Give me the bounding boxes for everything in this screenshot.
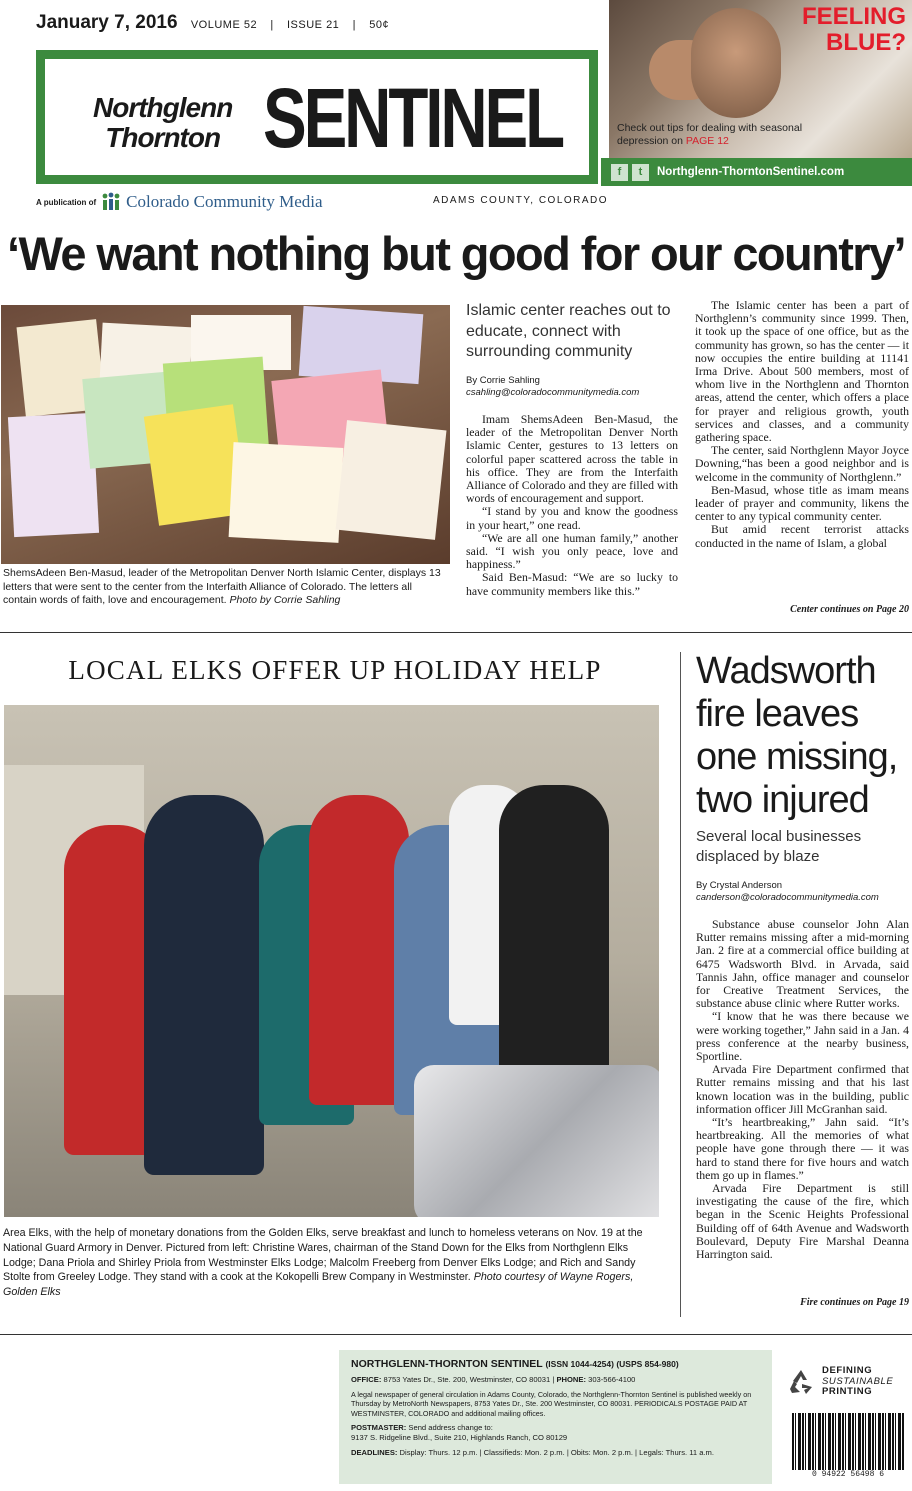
office-label: OFFICE: <box>351 1375 382 1384</box>
elks-photo <box>4 705 659 1217</box>
sustainable-printing-badge <box>786 1366 912 1398</box>
footer-divider <box>0 1334 912 1335</box>
facebook-icon[interactable]: f <box>611 164 628 181</box>
teaser-copy-line2: depression on <box>617 135 683 147</box>
paragraph: Imam ShemsAdeen Ben-Masud, the leader of the Metropolitan Denver North Islamic Center, gestures to 13 letters on colorful paper scattered across the table in his office. They are from the Interfaith Alliance of Colorado and they are filled with words of encouragement and support. <box>466 412 678 506</box>
teaser-copy <box>617 122 802 148</box>
lead-body-column-1 <box>466 413 678 598</box>
lead-photo-credit: Photo by Corrie Sahling <box>229 594 341 606</box>
photo-letter <box>229 442 344 543</box>
sustain-line3: PRINTING <box>822 1386 873 1397</box>
sustain-line1: DEFINING <box>822 1365 873 1376</box>
region-label: ADAMS COUNTY, COLORADO <box>433 195 609 206</box>
phone-label: PHONE: <box>556 1375 586 1384</box>
elks-caption-text: Area Elks, with the help of monetary donations from the Golden Elks, serve breakfast and lunch to homeless veterans on Nov. 19 at the National Guard Armory in Denver. Pictured from left: Christine Wares, chairman of the Stand Down for the Elks from Northglenn Elks Lodge; Dana Priola and Shirley Priola from Westminster Elks Lodge; Malcolm Freeberg from Denver Elks Lodge; and Rich and Sandy Stolte from Greeley Lodge. They stand with a cook at the Kokopelli Brew Company in Westminster. <box>3 1227 643 1284</box>
photo-letter <box>8 413 99 537</box>
issue-volume: VOLUME 52 <box>190 19 258 31</box>
paragraph: “I know that he was there because we were working together,” Jahn said in a Jan. 4 press conference at the nearby business, Sportline. <box>696 1009 909 1064</box>
column-divider <box>680 652 681 1317</box>
photo-person <box>144 795 264 1175</box>
colorado-community-media-logo-icon <box>100 192 122 212</box>
website-link[interactable]: Northglenn-ThorntonSentinel.com <box>657 166 845 178</box>
wadsworth-headline: Wadsworth fire leaves one missing, two injured <box>696 650 898 821</box>
deadlines-label: DEADLINES: <box>351 1448 398 1458</box>
footer-legal: A legal newspaper of general circulation in Adams County, Colorado, the Northglenn-Thornton Sentinel is published weekly on Thursday by MetroNorth Newspapers, 8753 Yates Dr., Ste. 200 Westminster, CO 80031. PERIODICALS POSTAGE PAID AT WESTMINSTER, COLORADO and additional mailing offices. <box>351 1390 752 1418</box>
sustain-line2: SUSTAINABLE <box>822 1375 894 1387</box>
masthead-inner <box>45 59 589 175</box>
teaser-headline-line1: FEELING <box>801 3 906 30</box>
paragraph: Arvada Fire Department confirmed that Rutter remains missing and that his last known location was in the building, public information officer Jill McGranhan said. <box>696 1062 909 1116</box>
issue-price: 50¢ <box>369 19 390 31</box>
masthead-town-northglenn: Northglenn <box>93 92 233 123</box>
publication-info-box <box>339 1350 772 1484</box>
issue-line: January 7, 2016 VOLUME 52 | ISSUE 21 | 50¢ <box>36 12 390 33</box>
postmaster-text: Send address change to: <box>408 1423 493 1433</box>
footer-issn: (ISSN 1044-4254) (USPS 854-980) <box>545 1359 679 1369</box>
footer-deadlines <box>351 1448 760 1458</box>
postmaster-label: POSTMASTER: <box>351 1423 407 1433</box>
wadsworth-byline-email[interactable]: canderson@coloradocommunitymedia.com <box>696 892 879 903</box>
masthead-towns <box>93 93 232 153</box>
paragraph: The Islamic center has been a part of Northglenn’s community since 1999. Then, it took up the space of one office, but as the community has grown, so has the center — it now occupies the entire building at 11141 Irma Drive. About 500 members, most of whom live in the Northglenn and Thornton areas, attend the center, which offers a place for prayer and religious growth, youth services and classes, and a community gathering space. <box>695 298 909 445</box>
postmaster-address: 9137 S. Ridgeline Blvd., Suite 210, Highlands Ranch, CO 80129 <box>351 1433 568 1443</box>
lead-deck: Islamic center reaches out to educate, connect with surrounding community <box>466 302 671 360</box>
issue-date: January 7, 2016 <box>36 12 178 33</box>
issue-number: ISSUE 21 <box>287 19 340 31</box>
teaser-promo[interactable] <box>609 0 912 158</box>
wadsworth-byline <box>696 880 908 904</box>
paragraph: Said Ben-Masud: “We are so lucky to have community members like this.” <box>466 570 678 598</box>
lead-headline: ‘We want nothing but good for our country’ <box>7 227 905 280</box>
paragraph: The center, said Northglenn Mayor Joyce Downing,“has been a good neighbor and is welcome in the community of Northglenn.” <box>695 443 909 484</box>
publication-of-label: A publication of <box>36 197 97 207</box>
website-bar <box>601 158 912 186</box>
paragraph: But amid recent terrorist attacks conducted in the name of Islam, a global <box>695 522 909 550</box>
phone-number: 303-566-4100 <box>588 1375 636 1384</box>
footer-office: OFFICE: 8753 Yates Dr., Ste. 200, Westminster, CO 80031 | PHONE: 303-566-4100 <box>351 1375 636 1384</box>
twitter-icon[interactable]: t <box>632 164 649 181</box>
wadsworth-jump-line: Fire continues on Page 19 <box>800 1297 909 1308</box>
paragraph: Substance abuse counselor John Alan Rutter remains missing after a mid-morning Jan. 2 fire at a commercial office building at 6475 Wadsworth Blvd. in Arvada, said Tannis Jahn, office manager and counselor for Creative Treatment Services, the substance abuse clinic where Rutter works. <box>696 917 909 1011</box>
footer-paper-name: NORTHGLENN-THORNTON SENTINEL <box>351 1358 543 1370</box>
lead-byline <box>466 375 678 399</box>
deadlines-text: Display: Thurs. 12 p.m. | Classifieds: Mon. 2 p.m. | Obits: Mon. 2 p.m. | Legals: Thurs. 11 a.m. <box>399 1448 714 1458</box>
wadsworth-deck: Several local businesses displaced by blaze <box>696 828 862 865</box>
lead-photo-caption <box>3 567 448 608</box>
publisher-line <box>36 192 323 212</box>
paragraph: “We are all one human family,” another said. “I wish you only peace, love and happiness.” <box>466 530 678 572</box>
elks-photo-credit: Photo courtesy of Wayne Rogers, Golden Elks <box>3 1271 634 1299</box>
photo-person <box>499 785 609 1085</box>
paragraph: “It’s heartbreaking,” Jahn said. “It’s heartbreaking. All the memories of what people have gone through there — it was hard to stand there for five hours and watch them go up in flames.” <box>696 1115 909 1182</box>
lead-body-column-2 <box>695 299 909 550</box>
teaser-copy-line1: Check out tips for dealing with seasonal <box>617 122 803 134</box>
publisher-name: Colorado Community Media <box>126 192 323 211</box>
wadsworth-body <box>696 918 909 1261</box>
lead-photo <box>1 305 450 564</box>
lead-caption-text: ShemsAdeen Ben-Masud, leader of the Metropolitan Denver North Islamic Center, displays 13 letters that were sent to the center from the Interfaith Alliance of Colorado. The letters all contain words of faith, love and encouragement. <box>3 567 441 606</box>
section-divider <box>0 632 912 633</box>
paragraph: Arvada Fire Department is still investigating the cause of the fire, which began in the Scenic Heights Professional Building off of 64th Avenue and Wadsworth Boulevard, Deputy Fire Marshal Deanna Harrington said. <box>696 1181 909 1262</box>
photo-foil-trays <box>414 1065 659 1217</box>
photo-letter <box>336 420 447 540</box>
teaser-page-ref: PAGE 12 <box>685 135 729 147</box>
elks-photo-caption <box>3 1226 659 1300</box>
teaser-photo-figure <box>691 8 781 118</box>
footer-postmaster <box>351 1423 760 1443</box>
masthead-town-thornton: Thornton <box>105 122 221 153</box>
masthead-title: SENTINEL <box>263 71 563 165</box>
teaser-headline <box>802 4 906 56</box>
wadsworth-byline-name: By Crystal Anderson <box>696 880 783 891</box>
lead-byline-email[interactable]: csahling@coloradocommunitymedia.com <box>466 387 640 398</box>
paragraph: Ben-Masud, whose title as imam means leader of prayer and community, likens the center to any typical community center. <box>695 482 909 524</box>
barcode-number: 0 94922 56498 6 <box>792 1470 904 1482</box>
office-address: 8753 Yates Dr., Ste. 200, Westminster, CO 80031 <box>383 1375 551 1384</box>
masthead-frame <box>36 50 598 184</box>
lead-byline-name: By Corrie Sahling <box>466 375 540 386</box>
elks-headline: LOCAL ELKS OFFER UP HOLIDAY HELP <box>68 655 602 685</box>
footer-title <box>351 1358 760 1370</box>
teaser-headline-line2: BLUE? <box>826 29 906 56</box>
recycle-icon <box>786 1367 816 1397</box>
lead-jump-line: Center continues on Page 20 <box>790 604 909 615</box>
paragraph: “I stand by you and know the goodness in your heart,” one read. <box>466 504 678 532</box>
